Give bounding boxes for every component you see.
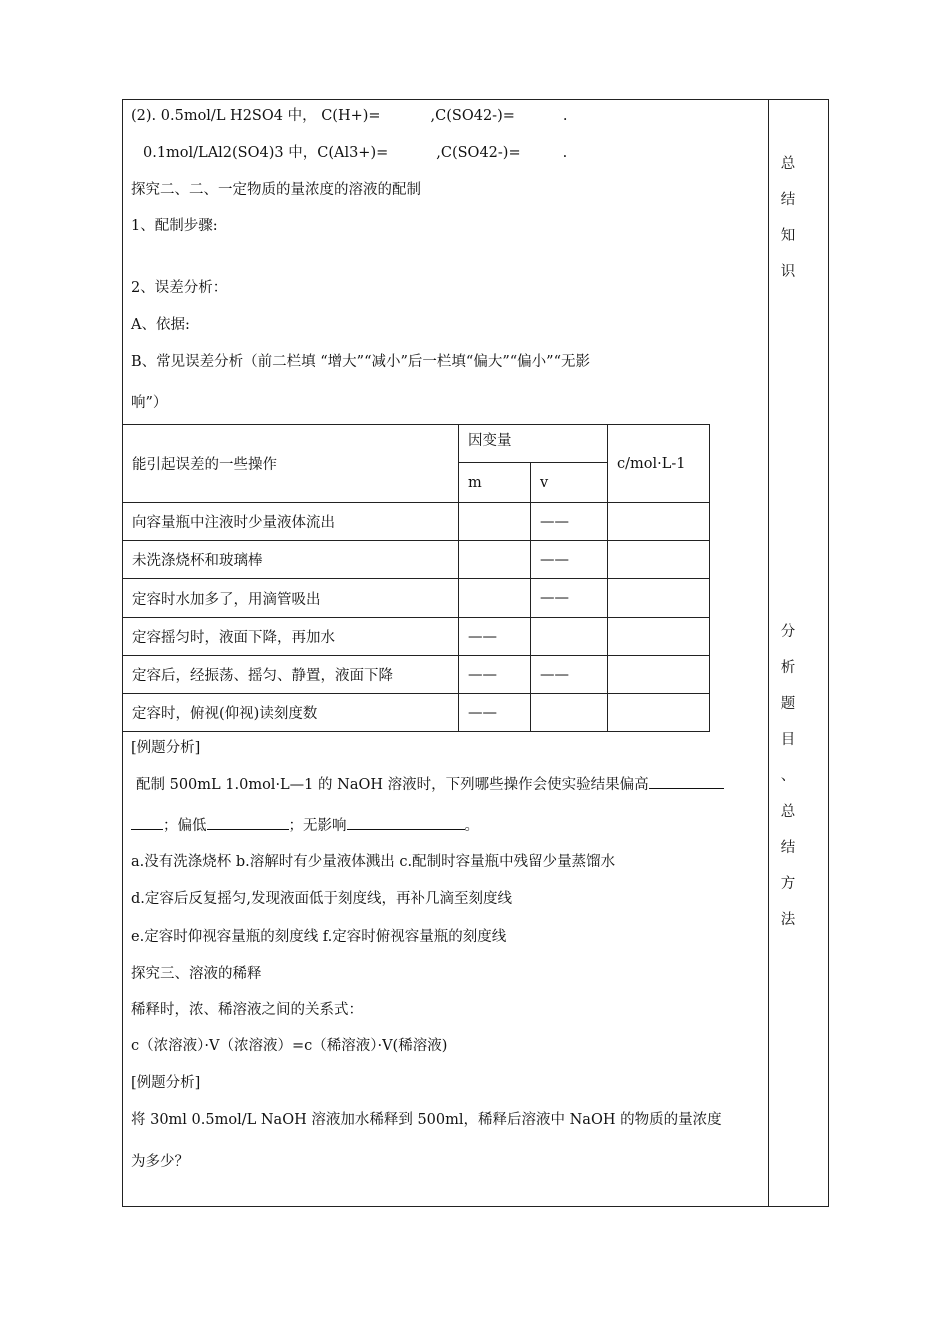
header-m: m <box>459 463 531 503</box>
option-e-f: e.定容时仰视容量瓶的刻度线 f.定容时俯视容量瓶的刻度线 <box>131 929 507 945</box>
side-label-summary-knowledge <box>779 146 797 290</box>
answer-blank-no-effect[interactable] <box>347 815 465 830</box>
example-1-title: [例题分析] <box>131 740 201 756</box>
example-1-text: 配制 500mL 1.0mol·L—1 的 NaOH 溶液时，下列哪些操作会使实验结果偏高 <box>136 777 649 793</box>
row-c-blank <box>608 579 710 618</box>
header-operations: 能引起误差的一些操作 <box>123 425 459 503</box>
option-a-b-c: a.没有洗涤烧杯 b.溶解时有少量液体溅出 c.配制时容量瓶中残留少量蒸馏水 <box>131 854 616 870</box>
side-char: 方 <box>780 876 796 892</box>
no-effect-label: ；无影响 <box>288 818 347 834</box>
h2so4-period: . <box>562 108 568 124</box>
row-m: —— <box>459 656 531 694</box>
row-v <box>531 618 608 656</box>
step-a-label: A、依据: <box>131 317 190 333</box>
row-c-blank <box>608 656 710 694</box>
concentration-line-al2so43 <box>143 141 567 162</box>
step-b-label: B、常见误差分析（前二栏填 “增大”“减小”后一栏填“偏大”“偏小”“无影 <box>131 354 590 370</box>
al2so43-period: . <box>562 145 568 161</box>
example-2-question: 将 30ml 0.5mol/L NaOH 溶液加水稀释到 500ml，稀释后溶液中 NaOH 的物质的量浓度 <box>131 1112 722 1128</box>
row-v: —— <box>531 541 608 579</box>
row-m: —— <box>459 618 531 656</box>
header-dependent-variable: 因变量 <box>459 425 608 463</box>
example-2-title: [例题分析] <box>131 1075 201 1091</box>
option-d: d.定容后反复摇匀,发现液面低于刻度线，再补几滴至刻度线 <box>131 891 512 907</box>
h2so4-text: (2). 0.5mol/L H2SO4 中， C(H+)= <box>131 108 381 124</box>
row-m <box>459 503 531 541</box>
side-char: 目 <box>780 732 796 748</box>
example-2-question-cont: 为多少？ <box>131 1154 189 1170</box>
side-label-analysis-method <box>779 614 797 938</box>
row-operation: 定容时水加多了，用滴管吸出 <box>123 579 459 618</box>
row-operation: 定容时，俯视(仰视)读刻度数 <box>123 694 459 732</box>
step-b-label-cont: 响”） <box>131 395 168 411</box>
h2so4-so4-text: ,C(SO42-)= <box>430 108 515 124</box>
side-char: 知 <box>780 228 796 244</box>
answer-blank-high-cont[interactable] <box>131 815 163 830</box>
side-char: 题 <box>780 696 796 712</box>
answer-blank-high[interactable] <box>649 774 724 789</box>
step-1-label: 1、配制步骤: <box>131 218 218 234</box>
error-analysis-table <box>122 424 710 732</box>
table-row <box>123 579 710 618</box>
al2so43-text: 0.1mol/LAl2(SO4)3 中，C(Al3+)= <box>143 145 389 161</box>
example-1-question <box>136 773 724 794</box>
side-char: 分 <box>780 624 796 640</box>
table-row <box>123 541 710 579</box>
table-row <box>123 694 710 732</box>
step-2-label: 2、误差分析： <box>131 280 228 296</box>
section-explore-2: 探究二、二、一定物质的量浓度的溶液的配制 <box>131 182 421 198</box>
side-char: 结 <box>780 840 796 856</box>
concentration-line-h2so4 <box>131 104 568 125</box>
row-v: —— <box>531 503 608 541</box>
row-v: —— <box>531 656 608 694</box>
row-m <box>459 541 531 579</box>
table-row <box>123 618 710 656</box>
row-v: —— <box>531 579 608 618</box>
row-c-blank <box>608 694 710 732</box>
side-char: 总 <box>780 156 796 172</box>
side-char: 、 <box>780 768 796 784</box>
dilution-formula: c（浓溶液）·V（浓溶液）=c（稀溶液）·V(稀溶液) <box>131 1038 448 1054</box>
side-char: 识 <box>780 264 796 280</box>
table-row <box>123 503 710 541</box>
row-operation: 向容量瓶中注液时少量液体流出 <box>123 503 459 541</box>
row-c-blank <box>608 503 710 541</box>
al2so43-so4-text: ,C(SO42-)= <box>436 145 521 161</box>
section-explore-3: 探究三、溶液的稀释 <box>131 966 262 982</box>
row-c-blank <box>608 541 710 579</box>
side-char: 法 <box>780 912 796 928</box>
side-char: 总 <box>780 804 796 820</box>
low-label: ；偏低 <box>163 818 207 834</box>
row-operation: 定容摇匀时，液面下降，再加水 <box>123 618 459 656</box>
side-char: 析 <box>780 660 796 676</box>
answer-blank-low[interactable] <box>207 815 289 830</box>
header-v: v <box>531 463 608 503</box>
table-row <box>123 656 710 694</box>
period: 。 <box>464 818 479 834</box>
row-m: —— <box>459 694 531 732</box>
row-operation: 定容后，经振荡、摇匀、静置，液面下降 <box>123 656 459 694</box>
side-char: 结 <box>780 192 796 208</box>
dilution-relation: 稀释时，浓、稀溶液之间的关系式： <box>131 1002 363 1018</box>
column-divider <box>768 99 769 1207</box>
row-v <box>531 694 608 732</box>
example-1-question-cont <box>131 814 479 835</box>
header-concentration: c/mol·L-1 <box>608 425 710 503</box>
row-c-blank <box>608 618 710 656</box>
row-m <box>459 579 531 618</box>
row-operation: 未洗涤烧杯和玻璃棒 <box>123 541 459 579</box>
